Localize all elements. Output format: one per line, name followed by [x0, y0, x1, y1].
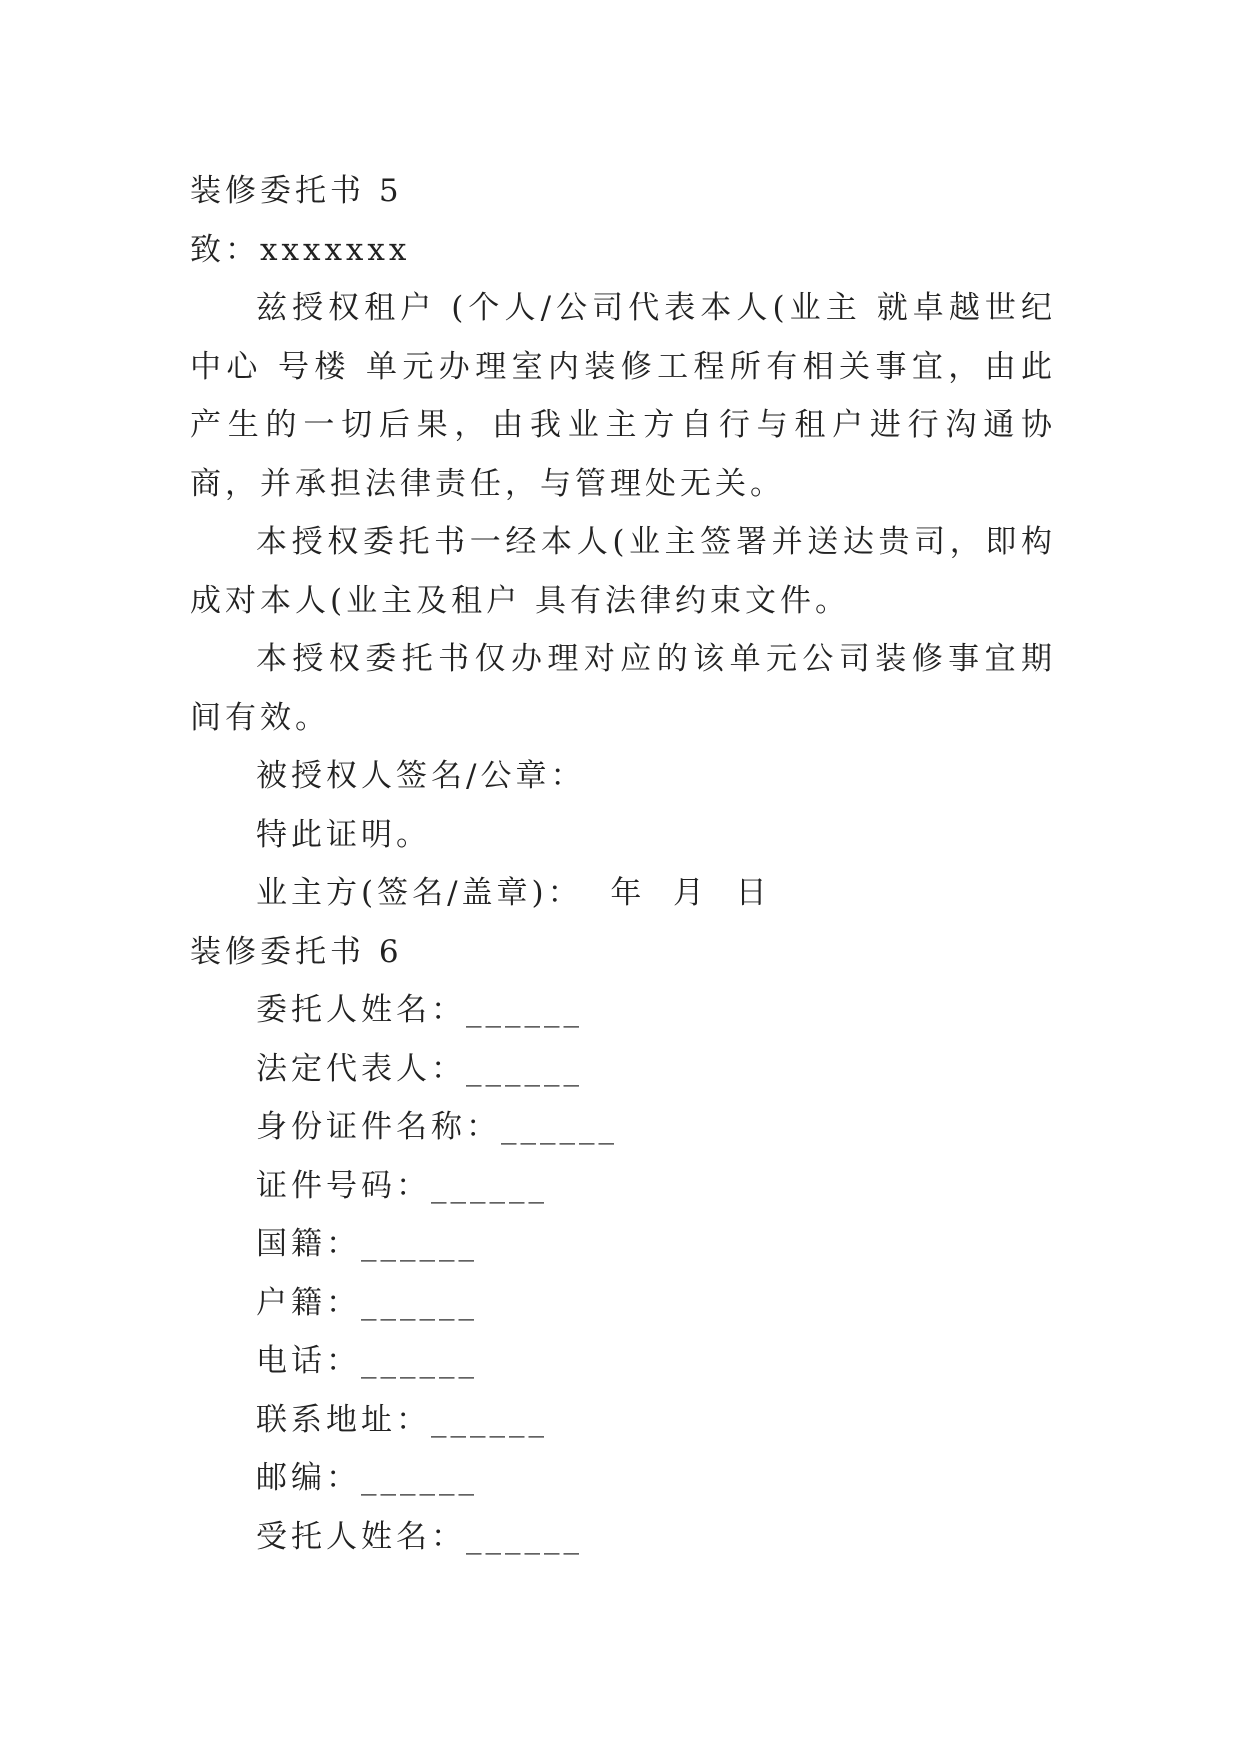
doc6-field: [190, 1449, 1056, 1508]
field-label: 户籍：: [256, 1284, 361, 1321]
field-blank: ______: [361, 1284, 478, 1321]
doc6-title: 装修委托书 6: [190, 933, 403, 970]
doc6-field: [190, 1215, 1056, 1274]
field-blank: ______: [501, 1109, 618, 1145]
field-label: 身份证件名称：: [256, 1109, 501, 1145]
field-label: 证件号码：: [256, 1167, 431, 1204]
field-blank: ______: [466, 1050, 583, 1087]
doc5-authorized-signature: 被授权人签名/公章：: [256, 758, 586, 794]
doc5-paragraph-validity: 本授权委托书仅办理对应的该单元公司装修事宜期间有效。: [190, 641, 1056, 736]
field-label: 国籍：: [256, 1226, 361, 1262]
doc5-certify: 特此证明。: [256, 816, 431, 853]
doc6-field: [190, 1098, 1056, 1157]
doc6-field: [190, 1391, 1056, 1450]
field-label: 委托人姓名：: [256, 992, 466, 1028]
doc5-recipient: 致：xxxxxxx: [190, 231, 411, 268]
field-blank: ______: [361, 1460, 478, 1496]
doc6-field: [190, 981, 1056, 1040]
field-label: 联系地址：: [256, 1401, 431, 1438]
field-blank: ______: [466, 992, 583, 1028]
doc5-paragraph-binding: 本授权委托书一经本人(业主签署并送达贵司，即构成对本人(业主及租户 具有法律约束文件。: [190, 524, 1056, 619]
field-label: 法定代表人：: [256, 1050, 466, 1087]
field-blank: ______: [431, 1167, 548, 1204]
field-blank: ______: [431, 1401, 548, 1438]
doc6-field: [190, 1157, 1056, 1216]
field-label: 受托人姓名：: [256, 1518, 466, 1555]
field-label: 邮编：: [256, 1460, 361, 1496]
doc6-field: [190, 1332, 1056, 1391]
doc6-field: [190, 1508, 1056, 1567]
doc6-field: [190, 1274, 1056, 1333]
doc5-paragraph-authorization: 兹授权租户 (个人/公司代表本人(业主 就卓越世纪中心 号楼 单元办理室内装修工程所有相关事宜，由此产生的一切后果，由我业主方自行与租户进行沟通协商，并承担法律责任，与管理处无关。: [190, 290, 1056, 502]
doc5-title: 装修委托书 5: [190, 173, 403, 209]
field-blank: ______: [361, 1343, 478, 1379]
field-blank: ______: [361, 1226, 478, 1262]
field-label: 电话：: [256, 1343, 361, 1379]
field-blank: ______: [466, 1518, 583, 1555]
document-body: [190, 162, 1056, 1566]
doc5-owner-signature: 业主方(签名/盖章)： 年 月 日: [256, 875, 771, 911]
doc6-field: [190, 1040, 1056, 1099]
